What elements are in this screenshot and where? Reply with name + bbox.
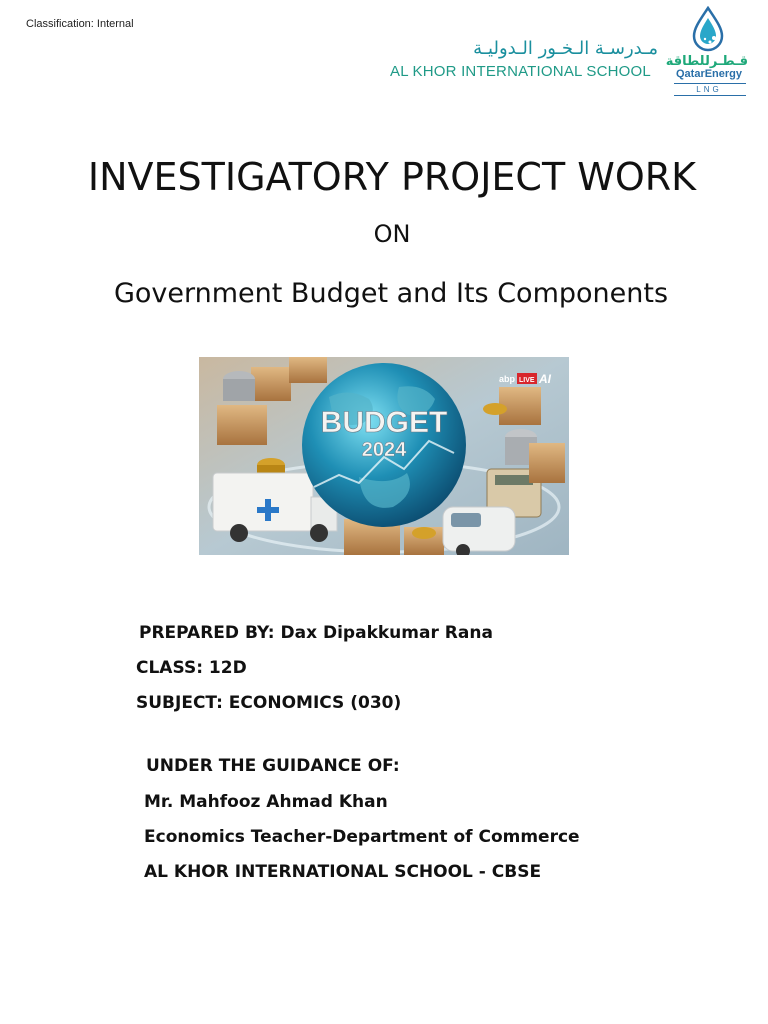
budget-year: 2024 — [361, 439, 407, 461]
truck-wheel-2 — [310, 524, 328, 542]
droplet-icon — [690, 6, 726, 52]
box-left-top — [217, 405, 267, 445]
logo-rule-bottom — [674, 95, 746, 96]
teacher-name: Mr. Mahfooz Ahmad Khan — [144, 792, 388, 812]
qatarenergy-name-english: QatarEnergy — [675, 68, 743, 80]
page-title: INVESTIGATORY PROJECT WORK — [87, 155, 697, 199]
school-affiliation: AL KHOR INTERNATIONAL SCHOOL - CBSE — [144, 862, 542, 882]
qatarenergy-name-arabic: قـطـرللطاقة — [665, 54, 748, 69]
guidance-heading: UNDER THE GUIDANCE OF: — [146, 756, 400, 776]
class-label: CLASS: 12D — [136, 658, 247, 678]
budget-heading: BUDGET — [320, 406, 448, 439]
teacher-designation: Economics Teacher-Department of Commerce — [144, 827, 580, 847]
truck-body — [213, 473, 313, 531]
ai-badge: AI — [539, 372, 551, 386]
logo-rule-top — [674, 83, 746, 84]
lng-label: LNG — [696, 85, 722, 94]
van-window — [451, 513, 481, 527]
qatarenergy-logo — [665, 6, 750, 96]
school-logo — [390, 38, 662, 86]
school-name-english: AL KHOR INTERNATIONAL SCHOOL — [390, 63, 651, 80]
school-name-arabic: مـدرسـة الـخـور الـدوليـة — [473, 38, 658, 59]
project-topic: Government Budget and Its Components — [113, 278, 669, 309]
coin-gold-right — [483, 403, 507, 415]
abp-badge: abp — [499, 374, 516, 384]
coin-stack-left-body — [223, 379, 255, 401]
coin-gold-bottom — [412, 527, 436, 539]
truck-wheel-1 — [230, 524, 248, 542]
prepared-by: PREPARED BY: Dax Dipakkumar Rana — [139, 623, 493, 643]
subject-label: SUBJECT: ECONOMICS (030) — [136, 693, 402, 713]
box-left-mid — [251, 367, 291, 401]
box-top-center — [289, 357, 327, 383]
classification-label: Classification: Internal — [26, 18, 134, 30]
box-right-bottom — [529, 443, 565, 483]
calculator-screen — [495, 475, 533, 485]
live-badge: LIVE — [519, 377, 535, 384]
on-label: ON — [373, 220, 411, 248]
budget-cover-image — [199, 357, 569, 555]
